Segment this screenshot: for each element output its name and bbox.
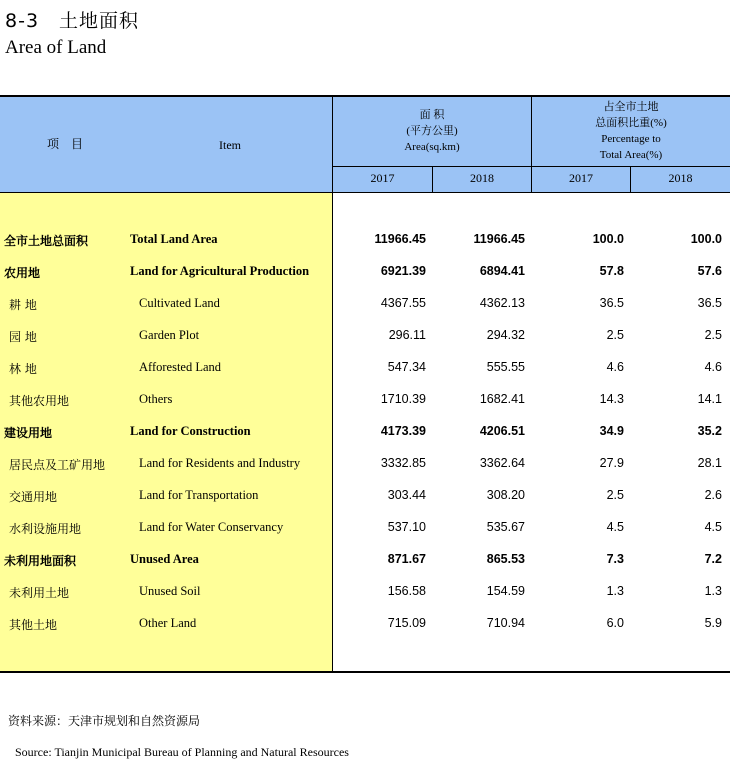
table-row (0, 608, 730, 640)
row-label-en: Land for Agricultural Production (130, 264, 310, 278)
area-2017-value: 296.11 (388, 328, 426, 342)
header-pct-line2: 总面积比重(%) (595, 117, 667, 129)
page-title-english: Area of Land (5, 37, 107, 58)
table-row (0, 320, 730, 352)
header-bottom-line (0, 192, 730, 193)
table-row (0, 384, 730, 416)
row-label-en: Unused Area (130, 552, 199, 566)
pct-2018-value: 57.6 (697, 264, 722, 278)
pct-2017-value: 27.9 (599, 456, 624, 470)
year-area-2018: 2018 (470, 171, 494, 185)
row-label-en: Land for Water Conservancy (139, 520, 284, 534)
row-label-en: Garden Plot (139, 328, 200, 342)
row-label-cn: 居民点及工矿用地 (9, 458, 106, 472)
pct-2018-value: 14.1 (697, 392, 722, 406)
header-pct-line4: Total Area(%) (599, 149, 663, 161)
area-2017-value: 4173.39 (380, 424, 426, 438)
row-label-cn: 园 地 (9, 330, 37, 344)
area-2017-value: 6921.39 (380, 264, 426, 278)
top-rule (0, 95, 730, 97)
header-item-en: Item (219, 138, 241, 152)
table-row (0, 480, 730, 512)
area-2018-value: 535.67 (486, 520, 525, 534)
row-label-cn: 建设用地 (4, 426, 53, 440)
area-2017-value: 303.44 (387, 488, 426, 502)
table-row (0, 352, 730, 384)
pct-2018-value: 5.9 (704, 616, 722, 630)
pct-2017-value: 7.3 (606, 552, 624, 566)
table-row (0, 544, 730, 576)
header-item-cn: 项 目 (46, 137, 83, 151)
pct-2018-value: 36.5 (697, 296, 722, 310)
pct-2017-value: 14.3 (599, 392, 624, 406)
pct-2017-value: 6.0 (606, 616, 624, 630)
year-pct-2017: 2017 (569, 171, 593, 185)
area-2018-value: 11966.45 (473, 232, 525, 246)
table-row (0, 224, 730, 256)
area-2017-value: 156.58 (387, 584, 426, 598)
area-2017-value: 715.09 (387, 616, 426, 630)
table-row (0, 448, 730, 480)
header-area (333, 107, 531, 155)
pct-2017-value: 1.3 (606, 584, 624, 598)
area-2018-value: 154.59 (486, 584, 525, 598)
pct-2017-value: 36.5 (599, 296, 624, 310)
row-label-en: Cultivated Land (139, 296, 220, 310)
area-2018-value: 294.32 (486, 328, 525, 342)
table-row (0, 256, 730, 288)
area-2017-value: 4367.55 (380, 296, 426, 310)
row-label-cn: 其他土地 (9, 618, 58, 632)
row-label-cn: 水利设施用地 (9, 522, 82, 536)
row-label-cn: 农用地 (4, 266, 41, 280)
area-2018-value: 308.20 (486, 488, 525, 502)
row-label-en: Land for Residents and Industry (139, 456, 301, 470)
row-label-cn: 林 地 (9, 362, 37, 376)
pct-2018-value: 28.1 (697, 456, 722, 470)
pct-2018-value: 2.6 (704, 488, 722, 502)
pct-2018-value: 2.5 (704, 328, 722, 342)
pct-2017-value: 2.5 (606, 328, 624, 342)
table-row (0, 576, 730, 608)
source-note-cn: 资料来源：天津市规划和自然资源局 (8, 714, 201, 728)
header-area-line2: (平方公里) (406, 125, 458, 137)
page-title-chinese: 8-3 土地面积 (5, 10, 140, 32)
source-note-en: Source: Tianjin Municipal Bureau of Planning and Natural Resources (15, 745, 349, 759)
area-2018-value: 4362.13 (479, 296, 525, 310)
pct-2017-value: 4.5 (606, 520, 624, 534)
area-2018-value: 710.94 (486, 616, 525, 630)
area-2017-value: 537.10 (387, 520, 426, 534)
bottom-rule (0, 671, 730, 673)
row-label-en: Land for Transportation (139, 488, 259, 502)
header-pct-line3: Percentage to (601, 133, 661, 145)
area-2017-value: 1710.39 (380, 392, 426, 406)
row-label-cn: 未利用地面积 (4, 554, 77, 568)
row-label-en: Land for Construction (130, 424, 251, 438)
header-area-line3: Area(sq.km) (404, 141, 460, 153)
area-2017-value: 11966.45 (374, 232, 426, 246)
pct-2018-value: 1.3 (704, 584, 722, 598)
pct-2017-value: 4.6 (606, 360, 624, 374)
row-label-en: Others (139, 392, 173, 406)
area-2018-value: 1682.41 (479, 392, 525, 406)
area-2017-value: 547.34 (387, 360, 426, 374)
area-2017-value: 3332.85 (380, 456, 426, 470)
row-label-en: Total Land Area (130, 232, 218, 246)
table-row (0, 288, 730, 320)
row-label-cn: 耕 地 (9, 298, 37, 312)
land-area-table (0, 95, 730, 673)
row-label-cn: 未利用土地 (9, 586, 70, 600)
area-2018-value: 865.53 (486, 552, 525, 566)
pct-2018-value: 4.5 (704, 520, 722, 534)
pct-2018-value: 35.2 (697, 424, 722, 438)
area-2017-value: 871.67 (387, 552, 426, 566)
table-row (0, 416, 730, 448)
pct-2017-value: 100.0 (592, 232, 624, 246)
row-label-cn: 其他农用地 (9, 394, 70, 408)
area-2018-value: 3362.64 (479, 456, 525, 470)
row-label-en: Unused Soil (139, 584, 201, 598)
header-percentage (532, 99, 730, 163)
area-2018-value: 4206.51 (479, 424, 525, 438)
row-label-cn: 全市土地总面积 (4, 234, 89, 248)
table-row (0, 512, 730, 544)
row-label-cn: 交通用地 (9, 490, 58, 504)
year-pct-2018: 2018 (668, 171, 693, 185)
pct-2017-value: 34.9 (599, 424, 624, 438)
area-2018-value: 555.55 (486, 360, 525, 374)
pct-2017-value: 57.8 (599, 264, 624, 278)
header-pct-line1: 占全市土地 (603, 101, 659, 113)
area-2018-value: 6894.41 (479, 264, 525, 278)
row-label-en: Afforested Land (139, 360, 222, 374)
pct-2018-value: 7.2 (704, 552, 722, 566)
header-area-line1: 面 积 (419, 109, 445, 121)
row-label-en: Other Land (139, 616, 197, 630)
year-area-2017: 2017 (370, 171, 395, 185)
pct-2018-value: 4.6 (704, 360, 722, 374)
pct-2018-value: 100.0 (690, 232, 722, 246)
pct-2017-value: 2.5 (606, 488, 624, 502)
